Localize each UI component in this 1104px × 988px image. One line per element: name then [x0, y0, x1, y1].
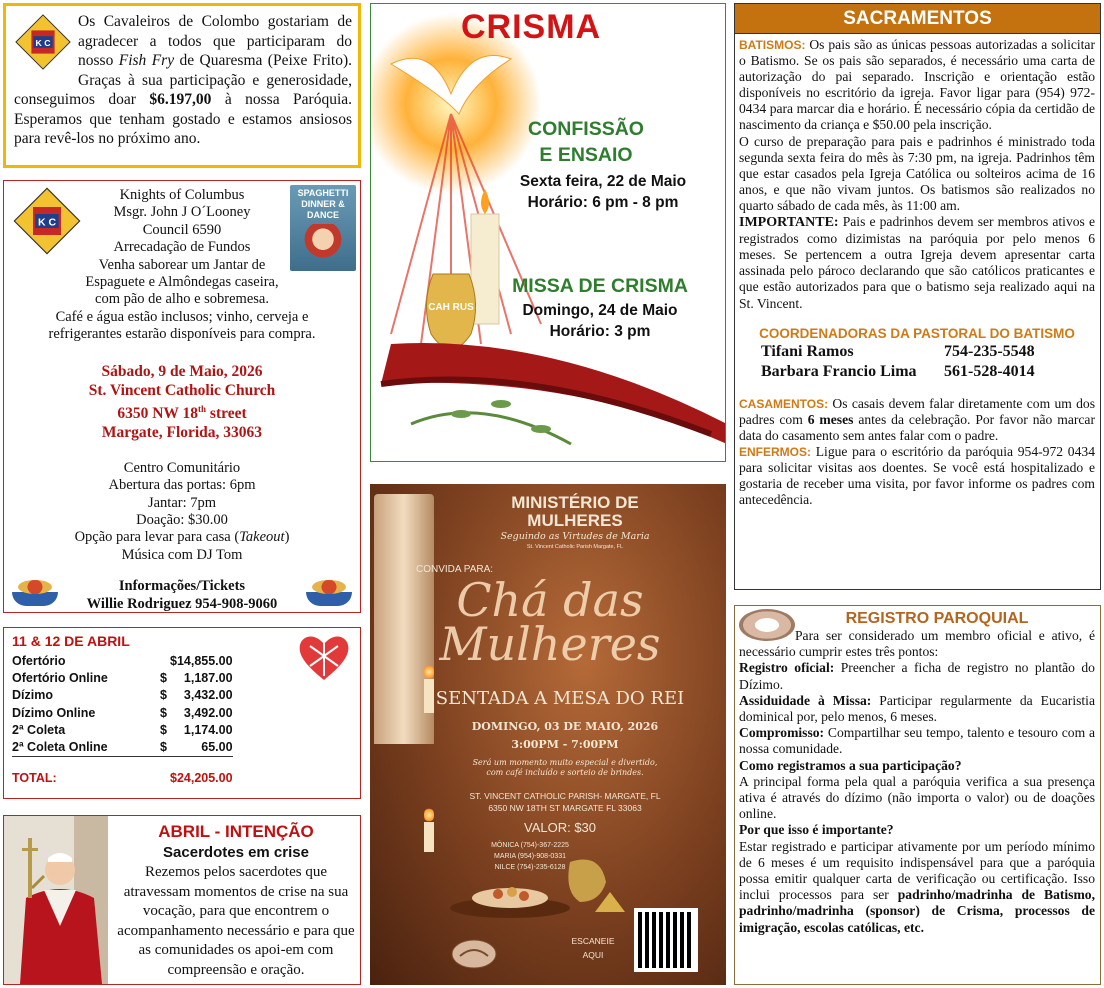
drinks-note: refrigerantes estarão disponíveis para compra.: [48, 326, 316, 343]
faq-answer: A principal forma pela qual a paróquia verifica a sua presença ativa é através do dízimo (não importa o valor) ou de doações online.: [739, 773, 1095, 822]
offertory-row: [12, 670, 233, 687]
row-value: 3,492.00: [183, 705, 233, 720]
dinner-time: Jantar: 7pm: [147, 494, 217, 511]
holy-spirit-dove-illustration: [371, 4, 726, 462]
row-value: $14,855.00: [170, 654, 233, 668]
jar-text: CAH RUS: [428, 302, 474, 313]
registration-point: Registro oficial: Preencher a ficha de registro no plantão do Dízimo.: [739, 660, 1095, 692]
row-label: Dízimo: [12, 688, 53, 703]
parish-registration-section: [734, 605, 1101, 985]
poster-line: DANCE: [306, 210, 339, 220]
flame-icon: [424, 664, 434, 680]
coordinator-row: Barbara Francio Lima 561-528-4014: [761, 362, 1035, 380]
faq-question: Como registramos a sua participação?: [739, 757, 962, 773]
tea-description: Será um momento muito especial e divertido, com café incluído e sorteio de brindes.: [472, 758, 658, 777]
spaghetti-dinner-poster: [290, 185, 356, 271]
row-label: Ofertório Online: [12, 671, 108, 686]
tea-title: Chá das Mulheres: [439, 573, 661, 671]
chef-icon: [303, 224, 343, 262]
music-note: Música com DJ Tom: [121, 546, 243, 563]
council-name: Msgr. John J O´Looney: [113, 204, 251, 221]
offertory-row: [12, 739, 233, 757]
row-currency: [160, 653, 170, 670]
spaghetti-plate-icon: [10, 578, 60, 606]
sacraments-section: [734, 3, 1101, 590]
row-value: 1,174.00: [183, 722, 233, 737]
row-label: 2ª Coleta Online: [12, 740, 108, 755]
knights-of-columbus-emblem-icon: [14, 12, 72, 72]
event-date: Sábado, 9 de Maio, 2026: [101, 362, 263, 380]
prep-course-paragraph: O curso de preparação para pais e padrinhos é ministrado toda segunda sexta feira do mês às 7:30 pm, na igreja. Padrinhos têm que estar casados pela Igreja Católica ou solteiros acima de 16 anos, e que não vivam juntos. Os batismos são realizados no quarto sábado de cada mês, às 11:00 am.: [739, 133, 1095, 213]
tea-table-decoration: [450, 852, 630, 922]
venue-room: Centro Comunitário: [123, 459, 241, 476]
offertory-row: [12, 687, 233, 704]
row-currency: $: [160, 671, 167, 686]
parish-logo-icon: [739, 609, 795, 641]
event-venue: St. Vincent Catholic Church: [88, 381, 276, 399]
dinner-description: Espaguete e Almôndegas caseira,: [85, 274, 279, 291]
tea-address: ST. VINCENT CATHOLIC PARISH- MARGATE, FL 6350 NW 18TH ST MARGATE FL 33063: [469, 791, 661, 813]
marriage-paragraph: CASAMENTOS: Os casais devem falar diretamente com um dos padres com 6 meses antes da celebração. Por favor não marcar data do casamento sem antes falar com o padre.: [739, 395, 1095, 443]
total-label: TOTAL:: [12, 757, 160, 787]
kc-thanks-notice: [3, 3, 361, 168]
poster-line: SPAGHETTI: [297, 188, 349, 198]
council-number: Council 6590: [142, 221, 222, 238]
mass-schedule: Domingo, 24 de Maio Horário: 3 pm: [522, 302, 678, 340]
pope-photo: [4, 816, 108, 984]
drinks-note: Café e água estão inclusos; vinho, cerveja e: [55, 308, 309, 325]
crisma-title: CRISMA: [461, 8, 602, 46]
scan-label: ESCANEIE AQUI: [571, 936, 615, 960]
row-currency: $: [160, 705, 167, 720]
flame-icon: [424, 807, 434, 823]
tea-subtitle: SENTADA A MESA DO REI: [435, 688, 685, 709]
faq-question: Por que isso é importante?: [739, 822, 894, 838]
ministry-subtitle: Seguindo as Virtudes de Maria: [500, 531, 650, 542]
total-value: $24,205.00: [170, 757, 233, 787]
intention-title: ABRIL - INTENÇÃO: [158, 822, 314, 841]
doors-open: Abertura das portas: 6pm: [108, 477, 256, 494]
offertory-row: [12, 722, 233, 739]
offertory-table: [12, 653, 233, 786]
row-label: Dízimo Online: [12, 705, 96, 720]
invite-label: CONVIDA PARA:: [416, 564, 494, 575]
prayer-intention: [3, 815, 361, 985]
svg-text:K C: K C: [35, 37, 51, 48]
parish-logo-icon: [450, 938, 498, 970]
fundraiser-label: Arrecadação de Fundos: [113, 239, 251, 256]
takeout-option: Opção para levar para casa (Takeout): [74, 529, 290, 546]
ministry-parish: St. Vincent Catholic Parish Margate, FL: [526, 544, 624, 550]
dinner-description: com pão de alho e sobremesa.: [95, 291, 269, 308]
confession-schedule: Sexta feira, 22 de Maio Horário: 6 pm - 8 pm: [519, 173, 687, 211]
registration-title: REGISTRO PAROQUIAL: [845, 610, 1029, 627]
donation: Doação: $30.00: [136, 512, 228, 529]
kc-dinner-flyer: [3, 180, 361, 613]
crisma-flyer: [370, 3, 726, 462]
ministry-title: MINISTÉRIO DE MULHERES: [511, 493, 639, 530]
tea-date: DOMINGO, 03 DE MAIO, 2026: [471, 720, 659, 733]
baptism-paragraph: BATISMOS: Os pais são as únicas pessoas autorizadas a solicitar o Batismo. Se os pais são separados, é necessário uma carta de autorização do pai separado. Inscrição e orientação estão disponíveis no escritório da igreja. Favor ligar para (954) 972-0434 para marcar dia e horário. É necessário cópia da certidão de nascimento da criança e $50.00 pela inscrição.: [739, 37, 1095, 133]
tickets-label: Informações/Tickets: [118, 578, 246, 595]
row-label: Ofertório: [12, 654, 66, 668]
sacraments-header: SACRAMENTOS: [735, 4, 1100, 34]
knights-of-columbus-emblem-icon: [12, 185, 82, 257]
row-currency: $: [160, 688, 167, 703]
row-value: 65.00: [201, 740, 233, 755]
tea-price: VALOR: $30: [523, 820, 597, 835]
important-paragraph: IMPORTANTE: Pais e padrinhos devem ser membros ativos e registrados como dizimistas na paróquia por pelo menos 6 meses. Se pertencem a outra Igreja devem apresentar carta assinada pelo pároco declarando que são católicos praticantes e que estão autorizados para que o batismo seja realizado aqui na St. Vincent.: [739, 214, 1095, 311]
svg-text:K C: K C: [37, 216, 57, 229]
row-currency: $: [160, 722, 167, 737]
offertory-row: [12, 653, 233, 670]
womens-ministry-flyer: [370, 484, 726, 985]
qr-code[interactable]: [634, 908, 698, 972]
registration-point: Assiduidade à Missa: Participar regularmente da Eucaristia dominical por, pelo menos, 6 meses.: [739, 692, 1095, 725]
tickets-contact: Willie Rodriguez 954-908-9060: [86, 595, 278, 612]
tea-contacts: MÔNICA (754)-367-2225 MARIA (954)-908-0331 NILCE (754)-235-6128: [491, 842, 569, 871]
sick-paragraph: ENFERMOS: Ligue para o escritório da paróquia 954-972 0434 para solicitar visitas aos doentes. Se você está hospitalizado e gostaria de receber uma visita, por favor informe os padres com antecedência.: [739, 443, 1095, 508]
row-value: 1,187.00: [183, 671, 233, 686]
faq-answer: Estar registrado e participar ativamente por um período mínimo de 6 meses é um requisito indispensável para que a paróquia possa emitir qualquer carta de verificação ou certificação. Isso inclui processos para ser padrinho/madrinha de Batismo, padrinho/madrinha (sponsor) de Crisma, processos de imigração, escolas católicas, etc.: [739, 838, 1095, 935]
kc-thanks-text: Os Cavaleiros de Colombo gostariam de agradecer a todos que participaram do nosso Fish Fry de Quaresma (Peixe Frito). Graças à sua participação e generosidade, conseguimos doar $6.197,00 à nossa Paróquia. Esperamos que tenham gostado e estamos ansiosos para revê-los no próximo ano.: [14, 13, 353, 147]
total-row: [12, 757, 233, 787]
report-title: 11 & 12 DE ABRIL: [12, 633, 130, 649]
candle-icon: [424, 679, 434, 713]
row-currency: $: [160, 740, 167, 755]
candle-icon: [424, 822, 434, 852]
intention-text: Rezemos pelos sacerdotes que atravessam momentos de crise na sua vocação, para que encontrem o acompanhamento necessário e para que as comunidades os apoi-em com compreensão e oração.: [117, 864, 355, 978]
poster-line: DINNER &: [301, 199, 345, 209]
coordinators-title: COORDENADORAS DA PASTORAL DO BATISMO: [759, 325, 1075, 341]
intention-subtitle: Sacerdotes em crise: [163, 844, 309, 861]
registration-point: Compromisso: Compartilhar seu tempo, talento e tesouro com a nossa comunidade.: [739, 725, 1095, 757]
dinner-description: Venha saborear um Jantar de: [98, 256, 266, 273]
org-name: Knights of Columbus: [119, 187, 245, 203]
row-value: 3,432.00: [183, 688, 233, 703]
coordinator-row: Tifani Ramos 754-235-5548: [761, 342, 1035, 360]
tea-time: 3:00PM - 7:00PM: [511, 738, 619, 751]
offertory-row: [12, 705, 233, 722]
row-label: 2ª Coleta: [12, 722, 66, 737]
confession-title: CONFISSÃO E ENSAIO: [528, 118, 644, 166]
offertory-report: [3, 627, 361, 799]
spaghetti-plate-icon: [304, 578, 354, 606]
heart-icon: [296, 632, 352, 682]
event-city: Margate, Florida, 33063: [101, 423, 263, 441]
event-street: 6350 NW 18th street: [117, 403, 247, 422]
registration-intro: Para ser considerado um membro oficial e ativo, é necessário cumprir estes três pontos:: [739, 628, 1095, 660]
mass-title: MISSA DE CRISMA: [512, 275, 688, 297]
